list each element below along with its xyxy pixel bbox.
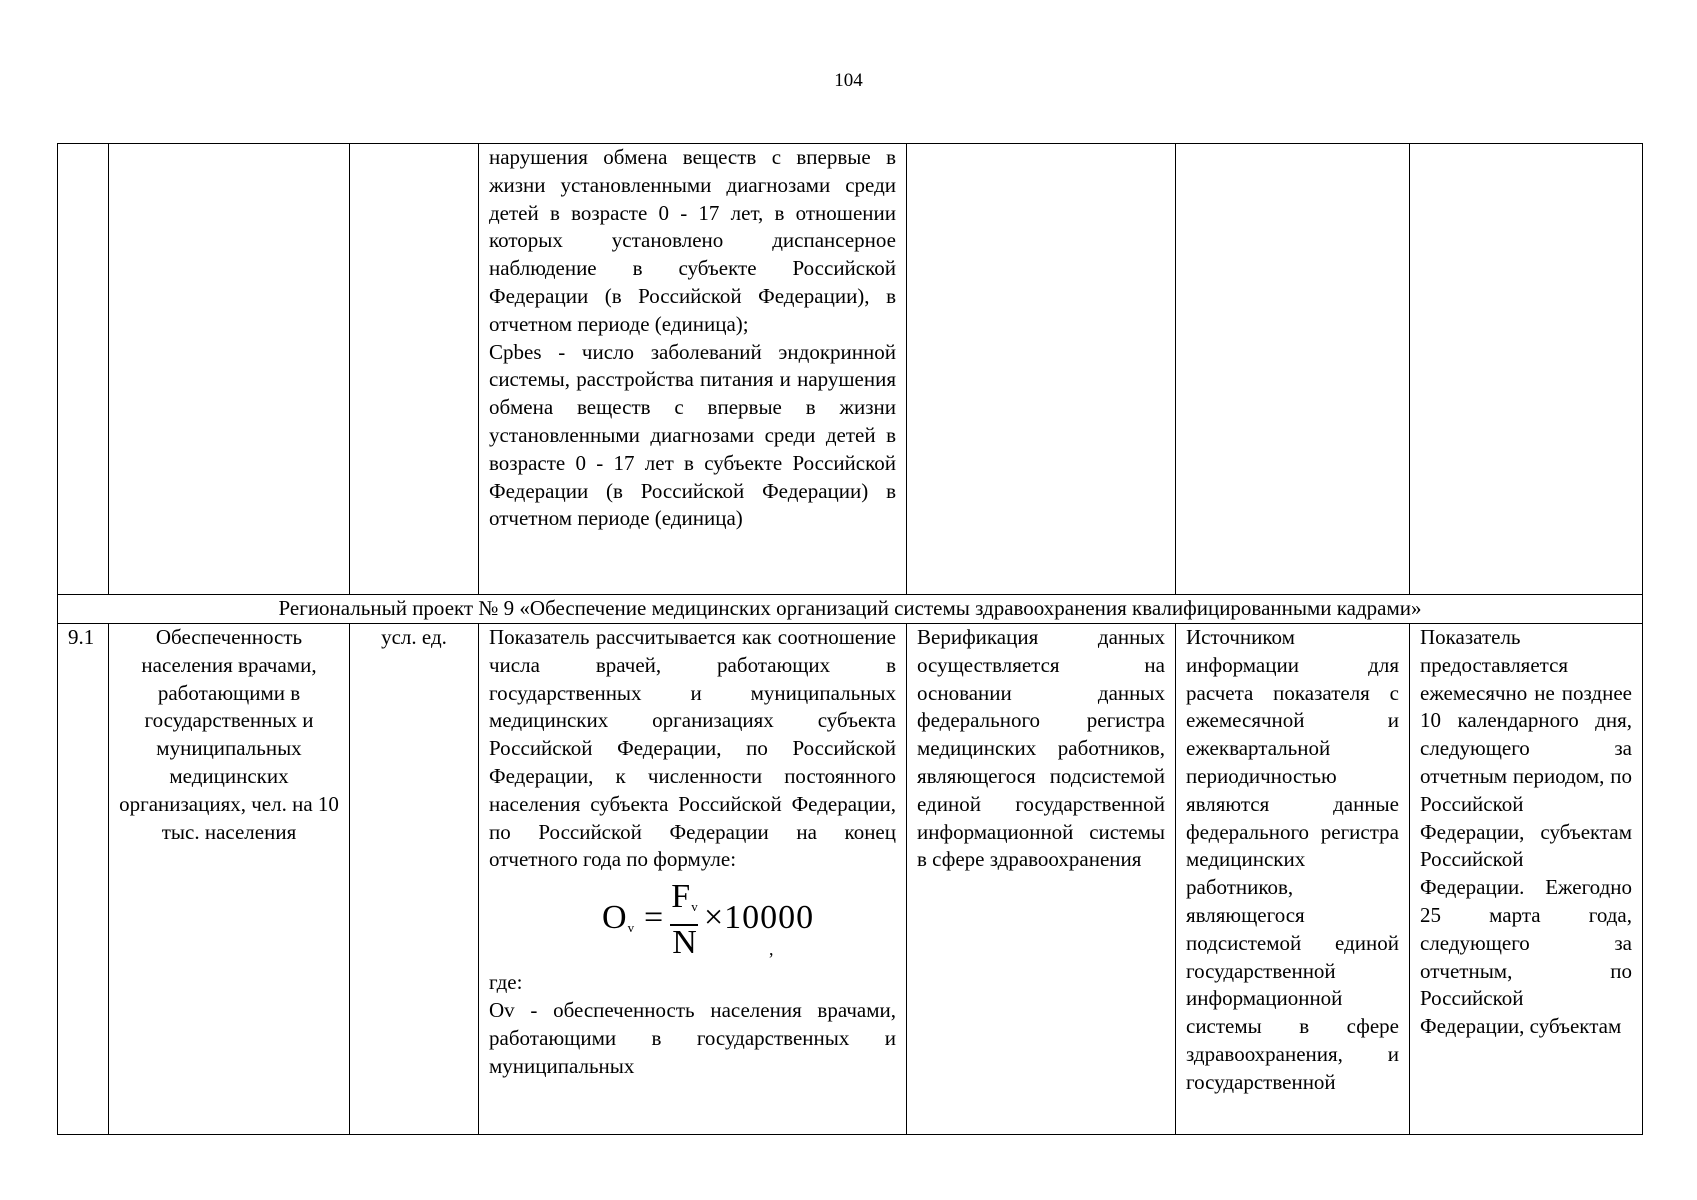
page-number: 104 bbox=[834, 70, 863, 91]
formula-multiplier: ×10000 bbox=[704, 899, 815, 937]
method-intro: Показатель рассчитывается как соотношение числа врачей, работающих в государственных и муниципальных медицинских организациях субъекта Российской Федерации, по Российской Федерации, к численности постоянного населения субъекта Российской Федерации, по Российской Федерации на конец отчетного года по формуле: bbox=[489, 625, 896, 872]
section-title: Региональный проект № 9 «Обеспечение медицинских организаций системы здравоохранения квалифицированными кадрами» bbox=[58, 595, 1643, 624]
section-header-row bbox=[58, 595, 1643, 624]
formula-equals: = bbox=[644, 899, 665, 937]
formula-denominator: N bbox=[672, 924, 698, 962]
indicator-unit: усл. ед. bbox=[350, 624, 479, 1135]
where-label: где: bbox=[489, 970, 523, 995]
indicator-method-cell bbox=[479, 624, 907, 1135]
indicator-row bbox=[58, 624, 1643, 1135]
indicator-name: Обеспеченность населения врачами, работающими в государственных и муниципальных медицинских организациях, чел. на 10 тыс. населения bbox=[109, 624, 350, 1135]
continued-row bbox=[58, 144, 1643, 595]
formula-fraction bbox=[670, 878, 700, 962]
continued-source-cell bbox=[1176, 144, 1410, 595]
method-text: Cpbes - число заболеваний эндокринной системы, расстройства питания и нарушения обмена веществ с впервые в жизни установленными диагнозами среди детей в возрасте 0 - 17 лет в субъекте Российской Федерации (в Российской Федерации) в отчетном периоде (единица) bbox=[489, 339, 896, 531]
indicator-timing: Показатель предоставляется ежемесячно не позднее 10 календарного дня, следующего за отчетным периодом, по Российской Федерации, субъектам Российской Федерации. Ежегодно 25 марта года, следующего за отчетным, по Российской Федерации, субъектам bbox=[1410, 624, 1643, 1135]
method-text: нарушения обмена веществ с впервые в жизни установленными диагнозами среди детей в возрасте 0 - 17 лет, в отношении которых установлено диспансерное наблюдение в субъекте Российской Федерации (в Российской Федерации), в отчетном периоде (единица); bbox=[489, 145, 896, 336]
continued-verification-cell bbox=[907, 144, 1176, 595]
indicator-verification: Верификация данных осуществляется на основании данных федерального регистра медицинских работников, являющегося подсистемой единой государственной информационной системы в сфере здравоохранения bbox=[907, 624, 1176, 1135]
formula bbox=[489, 874, 896, 969]
formula-numerator: $F_v$ bbox=[671, 878, 699, 916]
formula-comma: , bbox=[769, 939, 775, 960]
continued-unit-cell bbox=[350, 144, 479, 595]
method-tail: Ov - обеспеченность населения врачами, работающими в государственных и муниципальных bbox=[489, 997, 896, 1078]
continued-timing-cell bbox=[1410, 144, 1643, 595]
indicator-source: Источником информации для расчета показателя с ежемесячной и ежеквартальной периодичностью являются данные федерального регистра медицинских работников, являющегося подсистемой единой государственной информационной системы в сфере здравоохранения, и государственной bbox=[1176, 624, 1410, 1135]
continued-method-cell bbox=[479, 144, 907, 595]
indicator-number: 9.1 bbox=[58, 624, 109, 1135]
continued-name-cell bbox=[109, 144, 350, 595]
formula-lhs: $O_v$ bbox=[602, 899, 636, 937]
continued-number-cell bbox=[58, 144, 109, 595]
indicators-table bbox=[57, 143, 1643, 1135]
